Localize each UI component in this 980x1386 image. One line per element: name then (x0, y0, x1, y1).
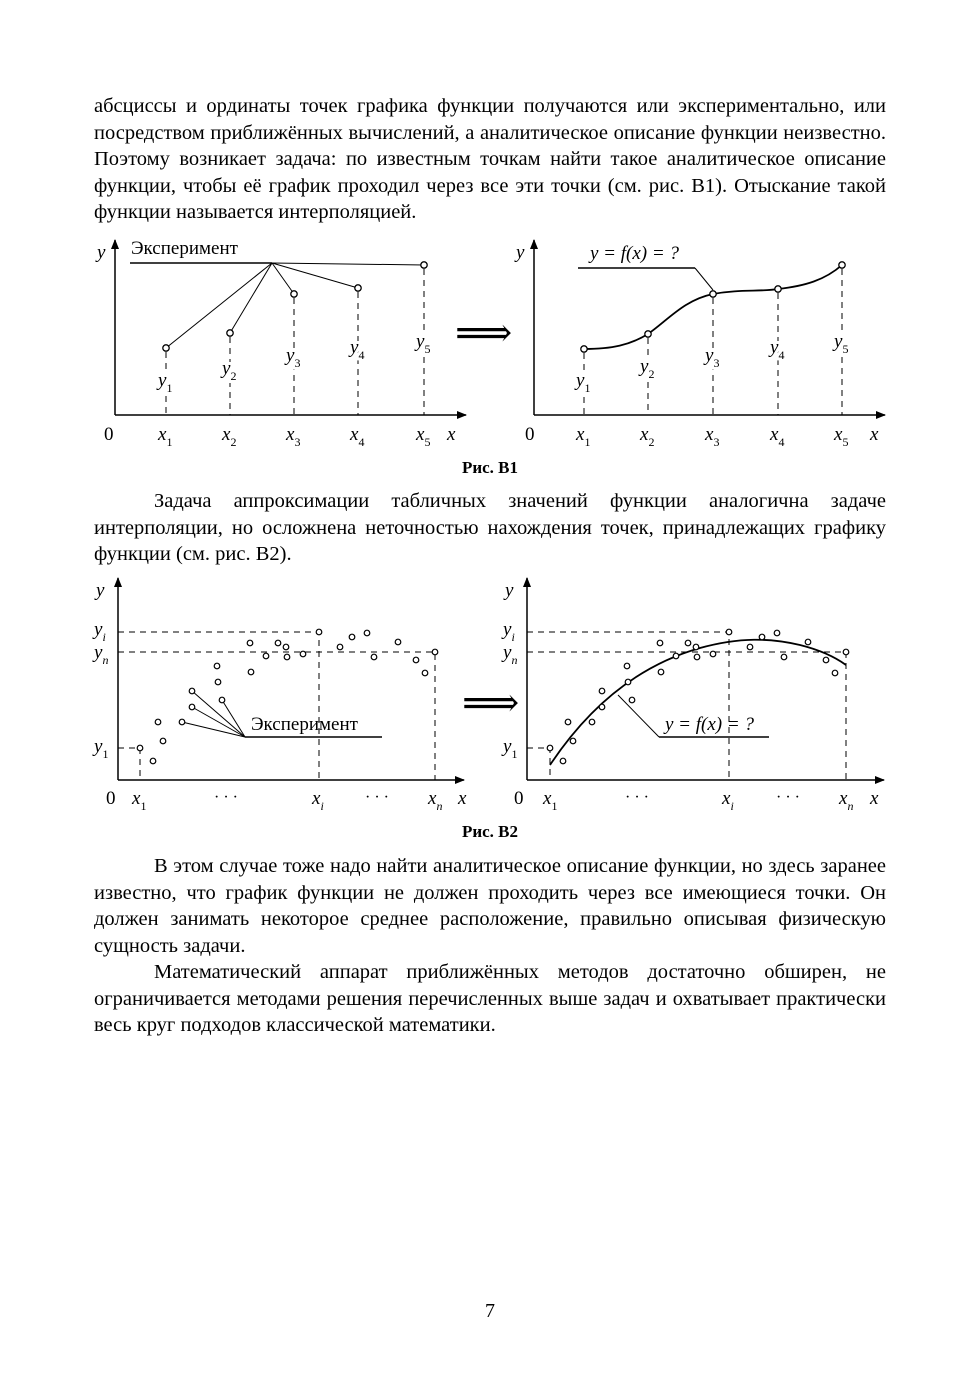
b1-right-x4: $x_4$ (770, 424, 785, 449)
b2-right-dashes (527, 632, 846, 780)
b1-right-y3: $y_3$ (705, 345, 720, 370)
b1-right-x2: $x_2$ (640, 424, 655, 449)
b2-right-axis-x-label: x (870, 788, 879, 809)
b2-right-y1: $y_1$ (503, 736, 518, 761)
b2-left-xn: $x_n$ (428, 788, 443, 813)
b2-function-label: y = f(x) = ? (665, 714, 754, 735)
b1-left-x1: $x_1$ (158, 424, 173, 449)
b1-left-x2: $x_2$ (222, 424, 237, 449)
b2-left-axis-y-label: y (96, 580, 105, 601)
b2-left-dots-2: · · · (365, 789, 389, 806)
b1-left-axis-x-label: x (447, 424, 456, 445)
b2-left-points (137, 629, 438, 764)
b2-left-xi: $x_i$ (312, 788, 324, 813)
b2-left-yi: $y_i$ (94, 619, 106, 644)
b2-right-dots-1: · · · (625, 789, 649, 806)
paragraph-1: абсциссы и ординаты точек графика функции получаются или экспериментально, или посредством приближённых вычислений, а аналитическое описание функции неизвестно. Поэтому возникает задача: по известным точкам найти такое аналитическое описание функции, чтобы её график проходил через все эти точки (см. рис. В1). Отыскание такой функции называется интерполяцией. (94, 95, 886, 224)
b1-left-y3: $y_3$ (286, 345, 301, 370)
b1-right-x5: $x_5$ (834, 424, 849, 449)
b1-right-y2: $y_2$ (640, 356, 655, 381)
b2-right-axis-y-label: y (505, 580, 514, 601)
b1-right-axis-y-label: y (516, 242, 525, 263)
b1-left-x4: $x_4$ (350, 424, 365, 449)
b2-function-leader (618, 695, 659, 737)
b2-right-x1: $x_1$ (543, 788, 558, 813)
b2-left-origin: 0 (106, 788, 116, 809)
paragraph-3: В этом случае тоже надо найти аналитическое описание функции, но здесь заранее известно, что график функции не должен проходить через все имеющиеся точки. Он должен занимать некоторое среднее расположение, правильно описывая физическую сущность задачи. (94, 855, 886, 957)
b1-left-y4: $y_4$ (350, 337, 365, 362)
b1-implies-arrow-icon: ⟹ (455, 310, 513, 355)
figure-b1-caption: Рис. В1 (461, 458, 519, 477)
b2-left-dots-1: · · · (214, 789, 238, 806)
b1-left-axis-y-label: y (97, 242, 106, 263)
b2-right-xn: $x_n$ (839, 788, 854, 813)
b1-left-x3: $x_3$ (286, 424, 301, 449)
b1-right-y4: $y_4$ (770, 337, 785, 362)
b2-right-yi: $y_i$ (503, 619, 515, 644)
b2-left-axis-x-label: x (458, 788, 467, 809)
b2-left-dashes (118, 632, 435, 780)
figure-b2-caption: Рис. В2 (461, 822, 519, 841)
b1-right-x3: $x_3$ (705, 424, 720, 449)
b2-experiment-label: Эксперимент (251, 714, 358, 735)
b2-implies-arrow-icon: ⟹ (462, 680, 520, 725)
b2-left-x1: $x_1$ (132, 788, 147, 813)
b2-right-origin: 0 (514, 788, 524, 809)
b2-right-points (547, 629, 849, 764)
b2-right-yn: $y_n$ (503, 642, 518, 667)
b1-left-x5: $x_5$ (416, 424, 431, 449)
b1-right-axis-x-label: x (870, 424, 879, 445)
b1-left-y1: $y_1$ (158, 370, 173, 395)
page-number: 7 (485, 1300, 495, 1322)
b1-experiment-label: Эксперимент (131, 238, 238, 259)
b2-left-y1: $y_1$ (94, 736, 109, 761)
b2-right-xi: $x_i$ (722, 788, 734, 813)
b1-left-origin: 0 (104, 424, 114, 445)
b1-right-origin: 0 (525, 424, 535, 445)
b1-right-y1: $y_1$ (576, 370, 591, 395)
paragraph-2: Задача аппроксимации табличных значений функции аналогична задаче интерполяции, но осложнена неточностью нахождения точек, принадлежащих графику функции (см. рис. В2). (94, 490, 886, 566)
b1-right-y5: $y_5$ (834, 331, 849, 356)
b2-right-dots-2: · · · (776, 789, 800, 806)
b2-leader-lines (182, 691, 245, 737)
b1-left-y2: $y_2$ (222, 358, 237, 383)
paragraph-4: Математический аппарат приближённых методов достаточно обширен, не ограничивается методами решения перечисленных выше задач и охватывает практически весь круг подходов классической математики. (94, 961, 886, 1037)
b1-left-y5: $y_5$ (416, 331, 431, 356)
b1-function-label: y = f(x) = ? (590, 243, 679, 264)
b2-left-yn: $y_n$ (94, 642, 109, 667)
b1-right-x1: $x_1$ (576, 424, 591, 449)
